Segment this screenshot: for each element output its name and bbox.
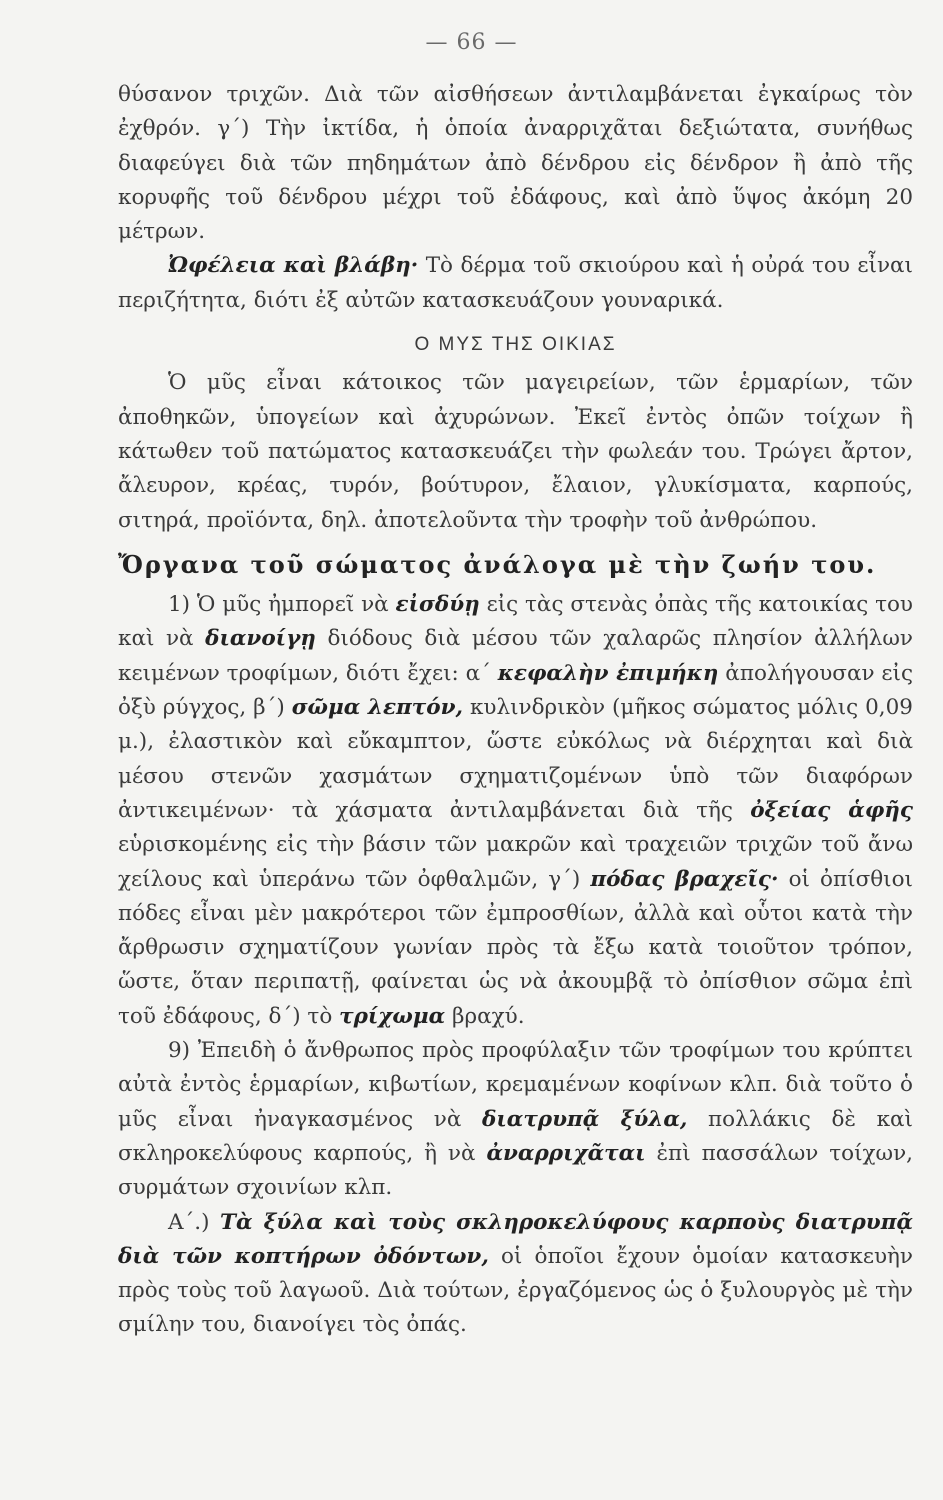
chapter-heading: Ο ΜΥΣ ΤΗΣ ΟΙΚΙΑΣ [414,334,617,356]
paragraph-continuation: θύσανον τριχῶν. Διὰ τῶν αἰσθήσεων ἀντιλαμβάνεται ἐγκαίρως τὸν ἐχθρόν. γ΄) Τὴν ἰκτίδα, ἡ ὁποία ἀναρριχᾶται δεξιώτατα, συνήθως διαφεύγει διὰ τῶν πηδημάτων ἀπὸ δένδρου εἰς δένδρον ἢ ἀπὸ τῆς κορυφῆς τοῦ δένδρου μέχρι τοῦ ἐδάφους, καὶ ἀπὸ ὕψος ἀκόμη 20 μέτρων. [118,82,913,245]
text-run: βραχύ. [445,1003,525,1029]
emphasis: κεφαλὴν ἐπιμήκη [497,660,719,686]
text-run: Α΄.) [168,1209,220,1235]
utility-label: Ὠφέλεια καὶ βλάβη· [168,253,419,279]
text-run: ἐπὶ πασσάλων τοίχων, συρμάτων σχοινίων κλπ. [118,1140,913,1201]
text-run: 1) Ὁ μῦς ἠμπορεῖ νὰ [168,592,396,618]
text-run: 9) Ἐπειδὴ ὁ ἄνθρωπος πρὸς προφύλαξιν τῶν τροφίμων του κρύπτει αὐτὰ ἐντὸς ἑρμαρίων, κιβωτίων, κρεμαμένων κοφίνων κλπ. διὰ τοῦτο ὁ μῦς εἶναι ἠναγκασμένος νὰ [118,1038,913,1132]
page-text [118,78,913,1343]
text-run: κυλινδρικὸν (μῆκος σώματος μόλις 0,09 μ.), ἐλαστικὸν καὶ εὔκαμπτον, ὥστε εὐκόλως νὰ διέρχηται καὶ διὰ μέσου στενῶν χασμάτων σχηματιζομένων ὑπὸ τῶν διαφόρων ἀντικειμένων· τὰ χάσματα ἀντιλαμβάνεται διὰ τῆς [118,695,913,823]
emphasis: σῶμα λεπτόν, [291,695,463,721]
paragraph-2 [118,1034,913,1205]
emphasis: ὀξείας ἁφῆς [750,797,914,823]
paragraph-1 [118,588,913,1034]
paragraph-utility [118,249,913,318]
paragraph-intro: Ὁ μῦς εἶναι κάτοικος τῶν μαγειρείων, τῶν ἑρμαρίων, τῶν ἀποθηκῶν, ὑπογείων καὶ ἀχυρώνων. Ἐκεῖ ἐντὸς ὀπῶν τοίχων ἢ κάτωθεν τοῦ πατώματος κατασκευάζει τὴν φωλεάν του. Τρώγει ἄρτον, ἄλευρον, κρέας, τυρόν, βούτυρον, ἔλαιον, γλυκίσματα, καρπούς, σιτηρά, προϊόντα, δηλ. ἀποτελοῦντα τὴν τροφὴν τοῦ ἀνθρώπου. [118,370,913,533]
page-number: — 66 — [425,30,518,55]
emphasis: διατρυπᾷ ξύλα, [482,1106,688,1132]
text-run: εὑρισκομένης εἰς τὴν βάσιν τῶν μακρῶν καὶ τραχειῶν τριχῶν τοῦ ἄνω χείλους καὶ ὑπεράνω τῶν ὀφθαλμῶν, γ΄) [118,832,913,892]
emphasis: εἰσδύῃ [395,592,480,618]
text-run: διόδους διὰ μέσου τῶν χαλαρῶς πλησίον ἀλλήλων κειμένων τροφίμων, διότι ἔχει: α΄ [118,626,913,686]
text-run: οἱ ὀπίσθιοι πόδες εἶναι μὲν μακρότεροι τῶν ἐμπροσθίων, ἀλλὰ καὶ οὗτοι κατὰ τὴν ἄρθρωσιν σχηματίζουν γωνίαν πρὸς τὰ ἔξω κατὰ τοιοῦτον τρόπον, ὥστε, ὅταν περιπατῇ, φαίνεται ὡς νὰ ἀκουμβᾷ τὸ ὀπίσθιον σῶμα ἐπὶ τοῦ ἐδάφους, δ΄) τὸ [118,866,913,1029]
utility-text: Τὸ δέρμα τοῦ σκιούρου καὶ ἡ οὐρά του εἶναι περιζήτητα, διότι ἐξ αὐτῶν κατασκευάζουν γουναρικά. [118,253,913,313]
text-run: ἀπολήγουσαν εἰς ὀξὺ ρύγχος, β΄) [118,660,914,721]
paragraph-3 [118,1206,913,1343]
emphasis: ἀναρριχᾶται [486,1140,646,1166]
text-run: οἱ ὁποῖοι ἔχουν ὁμοίαν κατασκευὴν πρὸς τοὺς τοῦ λαγωοῦ. Διὰ τούτων, ἐργαζόμενος ὡς ὁ ξυλουργὸς μὲ τὴν σμίλην του, διανοίγει τὸς ὀπάς. [118,1243,913,1338]
text-run: εἰς τὰς στενὰς ὀπὰς τῆς κατοικίας του καὶ νὰ [118,592,914,652]
emphasis: διανοίγῃ [205,626,316,652]
text-run: πολλάκις δὲ καὶ σκληροκελύφους καρπούς, ἢ νὰ [118,1106,913,1166]
emphasis: πόδας βραχεῖς· [590,866,779,892]
section-title: Ὄργανα τοῦ σώματος ἀνάλογα μὲ τὴν ζωήν του. [118,549,877,579]
emphasis: τρίχωμα [339,1003,446,1029]
emphasis: Τὰ ξύλα καὶ τοὺς σκληροκελύφους καρποὺς διατρυπᾷ διὰ τῶν κοπτήρων ὀδόντων, [118,1209,913,1269]
